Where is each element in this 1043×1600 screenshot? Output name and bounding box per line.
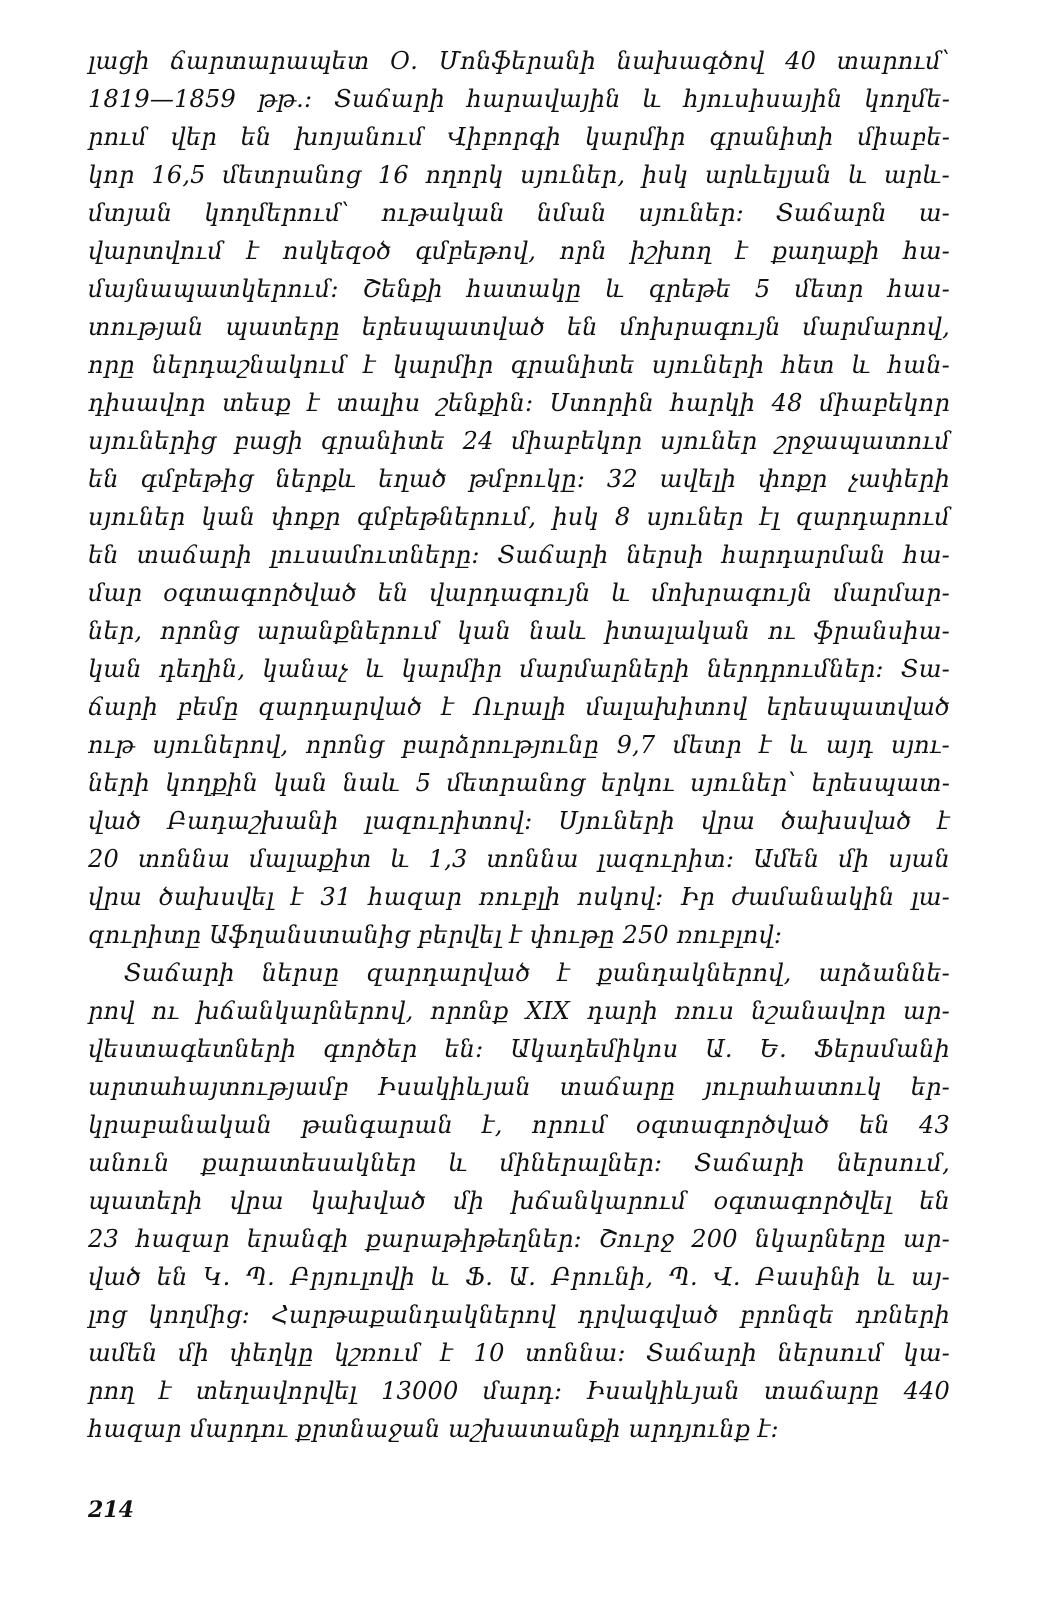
- text-line: 23 հազար երանգի քարաթիթեղներ։ Շուրջ 200 նկարները ար-: [88, 1225, 950, 1253]
- text-line: մար օգտագործված են վարդագույն և մոխրագույն մարմար-: [88, 579, 950, 607]
- text-line: ճարի բեմը զարդարված է Ուրալի մալախիտով երեսպատված: [88, 693, 950, 721]
- text-line: րում վեր են խոյանում Վիբորգի կարմիր գրանիտի միաբե-: [88, 123, 950, 151]
- text-line: Տաճարի ներսը զարդարված է քանդակներով, արձաննե-: [124, 959, 950, 987]
- text-line: պատերի վրա կախված մի խճանկարում օգտագործվել են: [88, 1187, 950, 1215]
- text-line: ութ սյուներով, որոնց բարձրությունը 9,7 մետր է և այդ սյու-: [88, 731, 950, 759]
- text-line: են գմբեթից ներքև եղած թմբուկը։ 32 ավելի փոքր չափերի: [88, 465, 950, 493]
- text-line: հազար մարդու քրտնաջան աշխատանքի արդյունք է։: [88, 1415, 779, 1443]
- text-line: ված են Կ. Պ. Բրյուլովի և Ֆ. Ա. Բրունի, Պ. Վ. Բասինի և այ-: [88, 1263, 950, 1291]
- text-line: զուրիտը Աֆղանստանից բերվել է փութը 250 ռուբլով։: [88, 921, 783, 949]
- text-line: ված Բադաշխանի լազուրիտով։ Սյուների վրա ծախսված է: [88, 807, 950, 835]
- text-line: սյուներ կան փոքր գմբեթներում, իսկ 8 սյուներ էլ զարդարում: [88, 503, 950, 531]
- text-line: են տաճարի լուսամուտները։ Տաճարի ներսի հարդարման հա-: [88, 541, 950, 569]
- text-line: ներ, որոնց արանքներում կան նաև իտալական ու ֆրանսիա-: [88, 617, 950, 645]
- text-line: ների կողքին կան նաև 5 մետրանոց երկու սյուներ՝ երեսպատ-: [88, 769, 950, 797]
- text-line: վրա ծախսվել է 31 հազար ռուբլի ոսկով։ Իր ժամանակին լա-: [88, 883, 950, 911]
- page-number: 214: [88, 1497, 134, 1523]
- text-line: տության պատերը երեսպատված են մոխրագույն մարմարով,: [88, 313, 950, 341]
- body-text: [88, 42, 950, 1448]
- text-line: կոր 16,5 մետրանոց 16 ողորկ սյուներ, իսկ արևելյան և արև-: [88, 161, 950, 189]
- text-line: սյուներից բացի գրանիտե 24 միաբեկոր սյուներ շրջապատում: [88, 427, 950, 455]
- text-line: րող է տեղավորվել 13000 մարդ։ Իսակիևյան տաճարը 440: [88, 1377, 950, 1405]
- text-line: կրաբանական թանգարան է, որում օգտագործված են 43: [88, 1111, 950, 1139]
- text-line: վեստագետների գործեր են։ Ակադեմիկոս Ա. Ե. Ֆերսմանի: [88, 1035, 950, 1063]
- text-line: 1819—1859 թթ.։ Տաճարի հարավային և հյուսիսային կողմե-: [88, 85, 950, 113]
- text-line: ամեն մի փեղկը կշռում է 10 տոննա։ Տաճարի ներսում կա-: [88, 1339, 950, 1367]
- text-line: դիսավոր տեսք է տալիս շենքին։ Ստորին հարկի 48 միաբեկոր: [88, 389, 950, 417]
- text-line: կան դեղին, կանաչ և կարմիր մարմարների ներդրումներ։ Տա-: [88, 655, 950, 683]
- text-line: արտահայտությամբ Իսակիևյան տաճարը յուրահատուկ եր-: [88, 1073, 950, 1101]
- text-line: լոց կողմից։ Հարթաքանդակներով դրվագված բրոնզե դռների: [88, 1301, 950, 1329]
- text-line: անուն քարատեսակներ և միներալներ։ Տաճարի ներսում,: [88, 1149, 950, 1177]
- text-line: 20 տոննա մալաքիտ և 1,3 տոննա լազուրիտ։ Ամեն մի սյան: [88, 845, 950, 873]
- text-line: որը ներդաշնակում է կարմիր գրանիտե սյուների հետ և հան-: [88, 351, 950, 379]
- text-line: րով ու խճանկարներով, որոնք XIX դարի ռուս նշանավոր ար-: [88, 997, 950, 1025]
- text-line: լացի ճարտարապետ Օ. Մոնֆերանի նախագծով 40 տարում՝: [88, 47, 950, 75]
- text-line: մտյան կողմերում՝ ութական նման սյուներ։ Տաճարն ա-: [88, 199, 950, 227]
- text-line: վարտվում է ոսկեզօծ գմբեթով, որն իշխող է քաղաքի հա-: [88, 237, 950, 265]
- text-line: մայնապատկերում։ Շենքի հատակը և գրեթե 5 մետր հաս-: [88, 275, 950, 303]
